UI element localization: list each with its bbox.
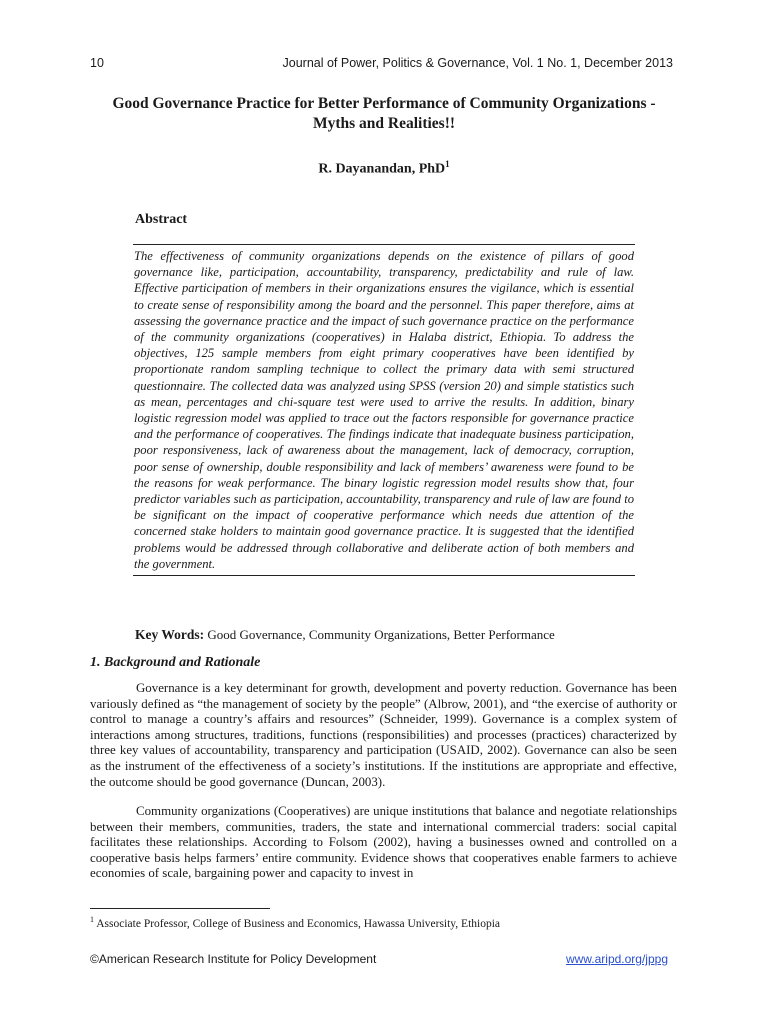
footnote-text: Associate Professor, College of Business and Economics, Hawassa University, Ethiopia [96, 917, 501, 930]
footnote-mark: 1 [90, 915, 94, 924]
page-number: 10 [90, 56, 104, 70]
article-author [110, 159, 658, 178]
section-heading: 1. Background and Rationale [90, 655, 261, 670]
body-paragraph: Community organizations (Cooperatives) are unique institutions that balance and negotiate relationships between their members, communities, traders, the state and international commercial traders: social capital facilitates these relationships. According to Folsom (2002), having a businesses owned and controlled on a cooperative basis helps farmers’ entire community. Evidence shows that cooperatives enable farmers to achieve economies of scale, bargaining power and capacity to invest in [90, 804, 677, 881]
keywords-text: Good Governance, Community Organizations, Better Performance [207, 627, 555, 642]
footnote-divider [90, 908, 270, 909]
abstract-text: The effectiveness of community organizations depends on the existence of pillars of good governance like, participation, accountability, transparency, predictability and rule of law. Effective participation of members in their organizations ensures the vigilance, which is essential to create sense of responsibility among the board and the personnel. This paper therefore, aims at assessing the governance practice and the impact of such governance practice on the performance of the community organizations (cooperatives) in Halaba district, Ethiopia. To address the objectives, 125 sample members from eight primary cooperatives have been identified by proportionate random sampling technique to collect the primary data with semi structured questionnaire. The collected data was analyzed using SPSS (version 20) and simple statistics such as mean, percentages and chi-square test were used to arrive the results. In addition, binary logistic regression model was applied to trace out the factors responsible for governance practice and the performance of cooperatives. The findings indicate that inadequate business participation, poor responsiveness, lack of awareness about the management, lack of democracy, corruption, poor sense of ownership, double responsibility and lack of members’ awareness were found to be the reasons for weak performance. The binary logistic regression model results show that, four predictor variables such as participation, accountability, transparency and rule of law are found to be significant on the impact of cooperative performance which needs due attention of the concerned stake holders to maintain good governance practice. It is suggested that the identified problems would be addressed through collaborative and deliberate action of both members and the government. [134, 249, 634, 571]
journal-url-link[interactable]: www.aripd.org/jppg [565, 952, 668, 966]
author-name: R. Dayanandan, PhD [318, 161, 446, 177]
article-title: Good Governance Practice for Better Performance of Community Organizations - Myths and Realities!! [112, 95, 656, 132]
abstract-box [133, 244, 635, 576]
footnote [90, 915, 500, 930]
body-paragraph: Governance is a key determinant for growth, development and poverty reduction. Governance has been variously defined as “the management of society by the people” (Albrow, 2001), and “the exercise of authority or control to manage a country’s affairs and resources” (Schneider, 1999). Governance is a complex system of interactions among structures, traditions, functions (responsibilities) and processes (practices) characterized by three key values of accountability, transparency and participation (USAID, 2002). Governance can also be seen as the instrument of the effectiveness of a society’s institutions. If the institutions are appropriate and effective, the outcome should be good governance (Duncan, 2003). [90, 681, 677, 789]
author-footnote-mark: 1 [445, 159, 450, 169]
journal-running-header: Journal of Power, Politics & Governance, Vol. 1 No. 1, December 2013 [282, 56, 673, 70]
abstract-heading: Abstract [135, 212, 188, 227]
publisher-footer: ©American Research Institute for Policy Development [90, 952, 377, 966]
keywords [135, 627, 555, 643]
keywords-label: Key Words: [135, 627, 205, 642]
